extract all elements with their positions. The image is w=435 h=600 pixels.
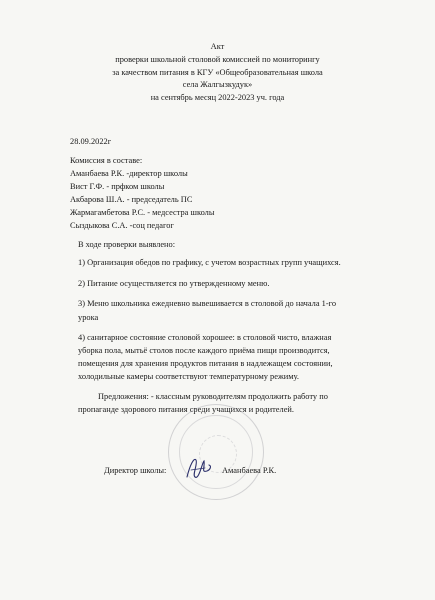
signature-name: Аманбаева Р.К.: [222, 466, 277, 475]
doc-subtitle-line4: на сентябрь месяц 2022-2023 уч. года: [150, 93, 285, 102]
doc-title: Акт: [210, 42, 225, 51]
handwritten-signature: [181, 453, 215, 483]
finding-item-2: 2) Питание осуществляется по утвержденному меню.: [78, 279, 270, 288]
finding-item-3-line2: урока: [78, 313, 99, 322]
finding-item-4-line2: уборка пола, мытьё столов после каждого приёма пищи производится,: [78, 346, 330, 355]
commission-member: Вист Г.Ф. - прфком школы: [70, 182, 165, 191]
commission-member: Сыздыкова С.А. -соц педагог: [70, 221, 174, 230]
doc-subtitle-line2: за качеством питания в КГУ «Общеобразовательная школа: [112, 68, 323, 77]
signature-role: Директор школы:: [104, 466, 167, 475]
doc-subtitle-line1: проверки школьной столовой комиссией по мониторингу: [115, 55, 320, 64]
commission-member: Жармагамбетова Р.С. - медсестра школы: [70, 208, 215, 217]
finding-item-4-line4: холодильные камеры соответствуют температурному режиму.: [78, 372, 299, 381]
proposal-line2: пропаганде здорового питания среди учащихся и родителей.: [78, 405, 294, 414]
finding-item-3-line1: 3) Меню школьника ежедневно вывешивается в столовой до начала 1-го: [78, 299, 337, 308]
commission-member: Аманбаева Р.К. -директор школы: [70, 169, 188, 178]
finding-item-4-line3: помещения для хранения продуктов питания в надлежащем состоянии,: [78, 359, 333, 368]
findings-intro: В ходе проверки выявлено:: [78, 240, 176, 249]
doc-date: 28.09.2022г: [70, 137, 112, 146]
commission-heading: Комиссия в составе:: [70, 156, 143, 165]
finding-item-4-line1: 4) санитарное состояние столовой хорошее: в столовой чисто, влажная: [78, 333, 332, 342]
proposal-line1: Предложения: - классным руководителям продолжить работу по: [98, 392, 328, 401]
doc-subtitle-line3: села Жалгызкудук»: [182, 80, 253, 89]
commission-member: Акбарова Ш.А. - председатель ПС: [70, 195, 193, 204]
stamp-seal: [168, 404, 264, 500]
finding-item-1: 1) Организация обедов по графику, с учетом возрастных групп учащихся.: [78, 258, 341, 267]
